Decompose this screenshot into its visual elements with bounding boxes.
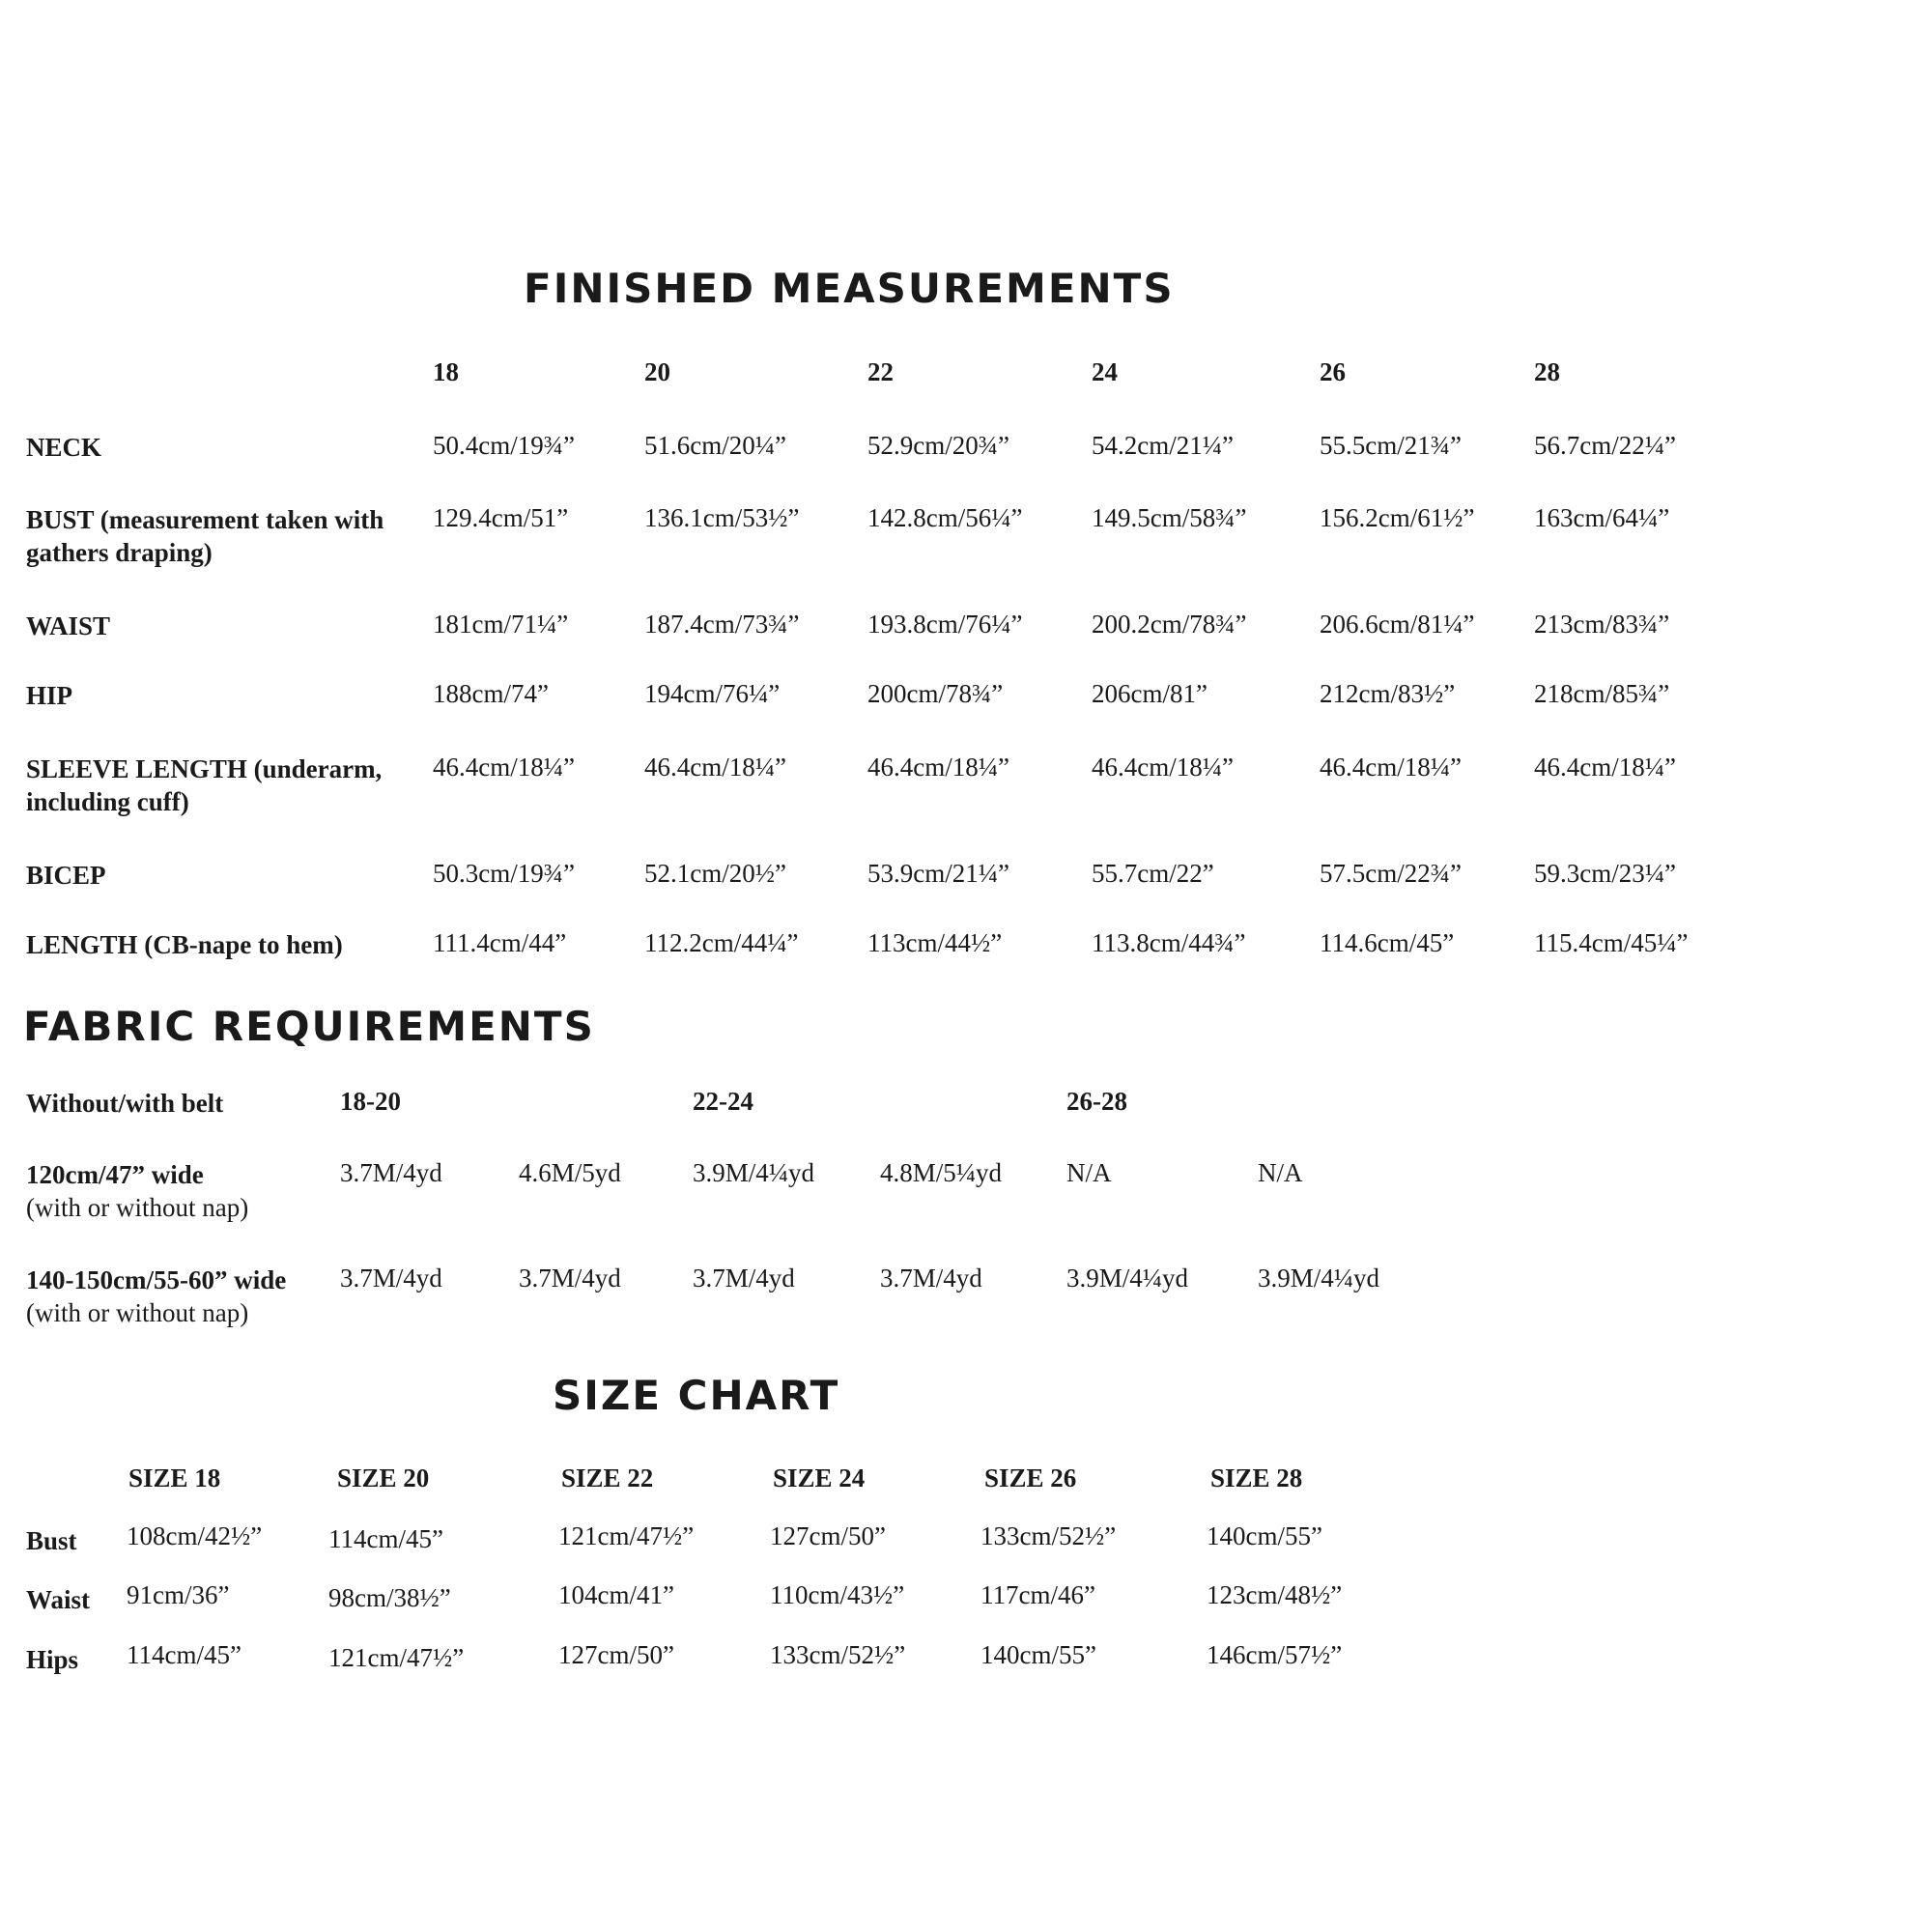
measurement-cell: 188cm/74”: [433, 679, 549, 708]
measurement-cell: 111.4cm/44”: [433, 928, 567, 957]
measurement-cell: 59.3cm/23¼”: [1534, 859, 1676, 888]
size-header: SIZE 28: [1210, 1463, 1303, 1492]
measurement-cell: 52.1cm/20½”: [644, 859, 786, 888]
fabric-cell: 3.9M/4¼yd: [693, 1158, 815, 1187]
measurement-cell: 193.8cm/76¼”: [867, 610, 1023, 639]
fabric-cell: 3.7M/4yd: [880, 1264, 982, 1293]
size-header: SIZE 20: [337, 1463, 430, 1492]
measurement-cell: 113.8cm/44¾”: [1092, 928, 1246, 957]
fabric-requirements-title: FABRIC REQUIREMENTS: [23, 1003, 595, 1050]
fabric-cell: N/A: [1258, 1158, 1303, 1187]
size-cell: 127cm/50”: [770, 1521, 886, 1550]
row-label: 120cm/47” wide (with or without nap): [26, 1160, 249, 1222]
fabric-cell: 3.9M/4¼yd: [1258, 1264, 1380, 1293]
size-cell: 108cm/42½”: [127, 1521, 263, 1550]
fabric-cell: 3.7M/4yd: [340, 1264, 442, 1293]
size-cell: 98cm/38½”: [328, 1583, 451, 1612]
measurement-cell: 56.7cm/22¼”: [1534, 431, 1676, 460]
measurement-cell: 200cm/78¾”: [867, 679, 1004, 708]
measurement-cell: 57.5cm/22¾”: [1320, 859, 1462, 888]
size-cell: 140cm/55”: [1207, 1521, 1322, 1550]
measurement-cell: 46.4cm/18¼”: [433, 753, 575, 781]
row-label: 140-150cm/55-60” wide (with or without nap): [26, 1265, 287, 1327]
measurement-cell: 53.9cm/21¼”: [867, 859, 1009, 888]
size-header: SIZE 18: [128, 1463, 221, 1492]
measurement-cell: 213cm/83¾”: [1534, 610, 1670, 639]
fabric-header-label: Without/with belt: [26, 1089, 224, 1118]
measurement-cell: 50.4cm/19¾”: [433, 431, 575, 460]
row-label: Waist: [26, 1585, 91, 1614]
measurement-cell: 156.2cm/61½”: [1320, 503, 1475, 532]
row-label: Hips: [26, 1645, 79, 1674]
measurement-cell: 142.8cm/56¼”: [867, 503, 1023, 532]
row-label: HIP: [26, 681, 73, 710]
measurement-cell: 113cm/44½”: [867, 928, 1003, 957]
fabric-cell: 3.7M/4yd: [693, 1264, 795, 1293]
fabric-cell: 3.9M/4¼yd: [1066, 1264, 1189, 1293]
measurement-cell: 50.3cm/19¾”: [433, 859, 575, 888]
measurement-cell: 46.4cm/18¼”: [1320, 753, 1462, 781]
row-label: WAIST: [26, 611, 111, 640]
measurement-cell: 114.6cm/45”: [1320, 928, 1455, 957]
size-cell: 110cm/43½”: [770, 1580, 905, 1609]
measurement-cell: 187.4cm/73¾”: [644, 610, 800, 639]
fabric-cell: 3.7M/4yd: [340, 1158, 442, 1187]
finished-measurements-title: FINISHED MEASUREMENTS: [524, 265, 1175, 312]
row-label: LENGTH (CB-nape to hem): [26, 930, 343, 959]
measurement-cell: 46.4cm/18¼”: [644, 753, 786, 781]
size-cell: 114cm/45”: [127, 1640, 242, 1669]
fabric-cell: 4.6M/5yd: [519, 1158, 621, 1187]
measurement-cell: 136.1cm/53½”: [644, 503, 800, 532]
size-cell: 127cm/50”: [558, 1640, 674, 1669]
measurement-cell: 115.4cm/45¼”: [1534, 928, 1689, 957]
measurement-cell: 149.5cm/58¾”: [1092, 503, 1247, 532]
size-chart-title: SIZE CHART: [553, 1372, 840, 1419]
measurement-cell: 194cm/76¼”: [644, 679, 781, 708]
size-header: 24: [1092, 357, 1118, 386]
size-header: SIZE 26: [984, 1463, 1077, 1492]
measurement-cell: 218cm/85¾”: [1534, 679, 1670, 708]
size-cell: 140cm/55”: [980, 1640, 1096, 1669]
measurement-cell: 112.2cm/44¼”: [644, 928, 799, 957]
size-group-header: 22-24: [693, 1087, 753, 1116]
fabric-cell: 4.8M/5¼yd: [880, 1158, 1003, 1187]
size-cell: 121cm/47½”: [328, 1643, 465, 1672]
measurement-cell: 52.9cm/20¾”: [867, 431, 1009, 460]
measurement-cell: 46.4cm/18¼”: [1534, 753, 1676, 781]
size-group-header: 18-20: [340, 1087, 401, 1116]
measurement-cell: 46.4cm/18¼”: [1092, 753, 1234, 781]
measurement-cell: 46.4cm/18¼”: [867, 753, 1009, 781]
measurement-cell: 51.6cm/20¼”: [644, 431, 786, 460]
size-cell: 121cm/47½”: [558, 1521, 695, 1550]
size-header: SIZE 22: [561, 1463, 654, 1492]
fabric-cell: 3.7M/4yd: [519, 1264, 621, 1293]
size-group-header: 26-28: [1066, 1087, 1127, 1116]
size-cell: 117cm/46”: [980, 1580, 1095, 1609]
size-cell: 146cm/57½”: [1207, 1640, 1343, 1669]
measurement-cell: 206cm/81”: [1092, 679, 1208, 708]
measurement-cell: 163cm/64¼”: [1534, 503, 1670, 532]
size-header: 26: [1320, 357, 1346, 386]
size-cell: 133cm/52½”: [770, 1640, 906, 1669]
row-label: BUST (measurement taken with gathers draping): [26, 505, 384, 567]
measurement-cell: 129.4cm/51”: [433, 503, 569, 532]
row-label: NECK: [26, 433, 102, 462]
measurement-cell: 212cm/83½”: [1320, 679, 1456, 708]
size-header: 20: [644, 357, 670, 386]
size-header: 22: [867, 357, 894, 386]
size-cell: 91cm/36”: [127, 1580, 230, 1609]
row-label: BICEP: [26, 861, 106, 890]
fabric-cell: N/A: [1066, 1158, 1112, 1187]
measurement-cell: 54.2cm/21¼”: [1092, 431, 1234, 460]
size-header: SIZE 24: [773, 1463, 866, 1492]
size-cell: 133cm/52½”: [980, 1521, 1117, 1550]
measurement-cell: 200.2cm/78¾”: [1092, 610, 1247, 639]
size-header: 18: [433, 357, 459, 386]
row-label: Bust: [26, 1526, 77, 1555]
row-label: SLEEVE LENGTH (underarm, including cuff): [26, 754, 383, 816]
measurement-cell: 181cm/71¼”: [433, 610, 569, 639]
size-cell: 114cm/45”: [328, 1524, 443, 1553]
measurement-cell: 206.6cm/81¼”: [1320, 610, 1475, 639]
measurement-cell: 55.7cm/22”: [1092, 859, 1214, 888]
measurement-cell: 55.5cm/21¾”: [1320, 431, 1462, 460]
size-cell: 123cm/48½”: [1207, 1580, 1343, 1609]
size-cell: 104cm/41”: [558, 1580, 674, 1609]
size-header: 28: [1534, 357, 1560, 386]
